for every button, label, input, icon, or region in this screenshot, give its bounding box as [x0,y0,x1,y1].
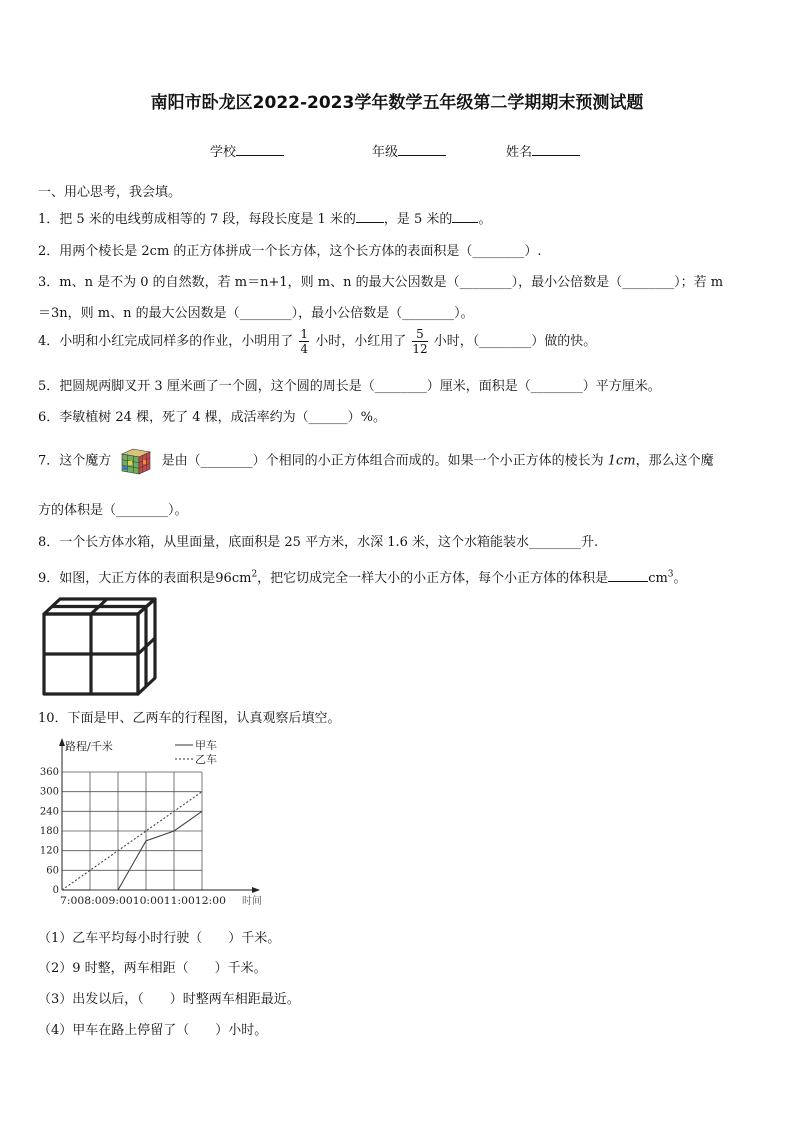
question-10: 10．下面是甲、乙两车的行程图，认真观察后填空。 [38,711,341,726]
question-7-line2: 方的体积是（________）。 [38,503,188,518]
question-9: 9．如图，大正方体的表面积是$96cm^2$，把它切成完全一样大小的小正方体，每个小正方体的体积是 $cm^3$。 [38,569,687,586]
y-tick-label: 0 [52,885,59,896]
y-tick-label: 360 [39,767,59,778]
question-10-4: （4）甲车在路上停留了（ ）小时。 [38,1023,268,1038]
x-axis-label: 时间 [242,896,262,907]
cube-figure [40,596,160,698]
question-3-line2: ＝3n，则 m、n 的最大公因数是（________），最小公倍数是（________）。 [38,306,474,321]
grade-field: 年级 [372,141,446,160]
y-tick-label: 60 [46,865,59,877]
travel-chart [30,734,275,914]
question-5: 5．把圆规两脚叉开 3 厘米画了一个圆，这个圆的周长是（________）厘米，面积是（________）平方厘米。 [38,379,661,394]
fraction-5-12: $\frac{5}{12}$ [412,327,428,356]
question-7: 7．这个魔方 是由（________）个相同的小正方体组合而成的。如果一个小正方体的棱长为 1cm，那么这个魔 [38,446,714,476]
question-10-2: （2）9 时整，两车相距（ ）千米。 [38,961,267,976]
question-8: 8．一个长方体水箱，从里面量，底面积是 25 平方米，水深 1.6 米，这个水箱能装水________升. [38,535,599,550]
question-10-3: （3）出发以后，（ ）时整两车相距最近。 [38,992,300,1007]
school-field: 学校 [210,141,284,160]
question-3-line1: 3．m、n 是不为 0 的自然数，若 m＝n+1，则 m、n 的最大公因数是（________），最小公倍数是（________）；若 m [38,275,724,290]
y-tick-label: 180 [39,826,59,837]
section-heading: 一、用心思考，我会填。 [38,185,182,200]
question-2: 2．用两个棱长是 2cm 的正方体拼成一个长方体，这个长方体的表面积是（________）. [38,244,542,259]
y-axis-label: 路程/千米 [65,740,113,753]
x-tick-labels: 7:008:009:0010:0011:0012:00 [60,896,226,907]
question-10-1: （1）乙车平均每小时行驶（ ）千米。 [38,931,281,946]
rubiks-cube-icon [119,446,153,476]
y-tick-label: 240 [39,806,59,818]
y-tick-label: 120 [39,845,59,857]
page-title: 南阳市卧龙区2022-2023学年数学五年级第二学期期末预测试题 [150,93,644,113]
x-axis-arrow [252,887,260,893]
legend-label: 乙车 [195,753,217,766]
y-tick-label: 300 [39,786,59,798]
question-6: 6．李敏植树 24 棵，死了 4 棵，成活率约为（______）%。 [38,410,386,425]
legend-label: 甲车 [195,739,217,752]
question-1: 1．把 5 米的电线剪成相等的 7 段，每段长度是 1 米的 ，是 5 米的 。 [38,212,492,227]
name-field: 姓名 [506,141,580,160]
fraction-1-4: $\frac{1}{4}$ [300,327,309,356]
series-line-yi [62,792,202,890]
question-4: 4．小明和小红完成同样多的作业，小明用了 $\frac{1}{4}$ 小时，小红用了 $\frac{5}{12}$ 小时，（________）做的快。 [38,327,597,356]
